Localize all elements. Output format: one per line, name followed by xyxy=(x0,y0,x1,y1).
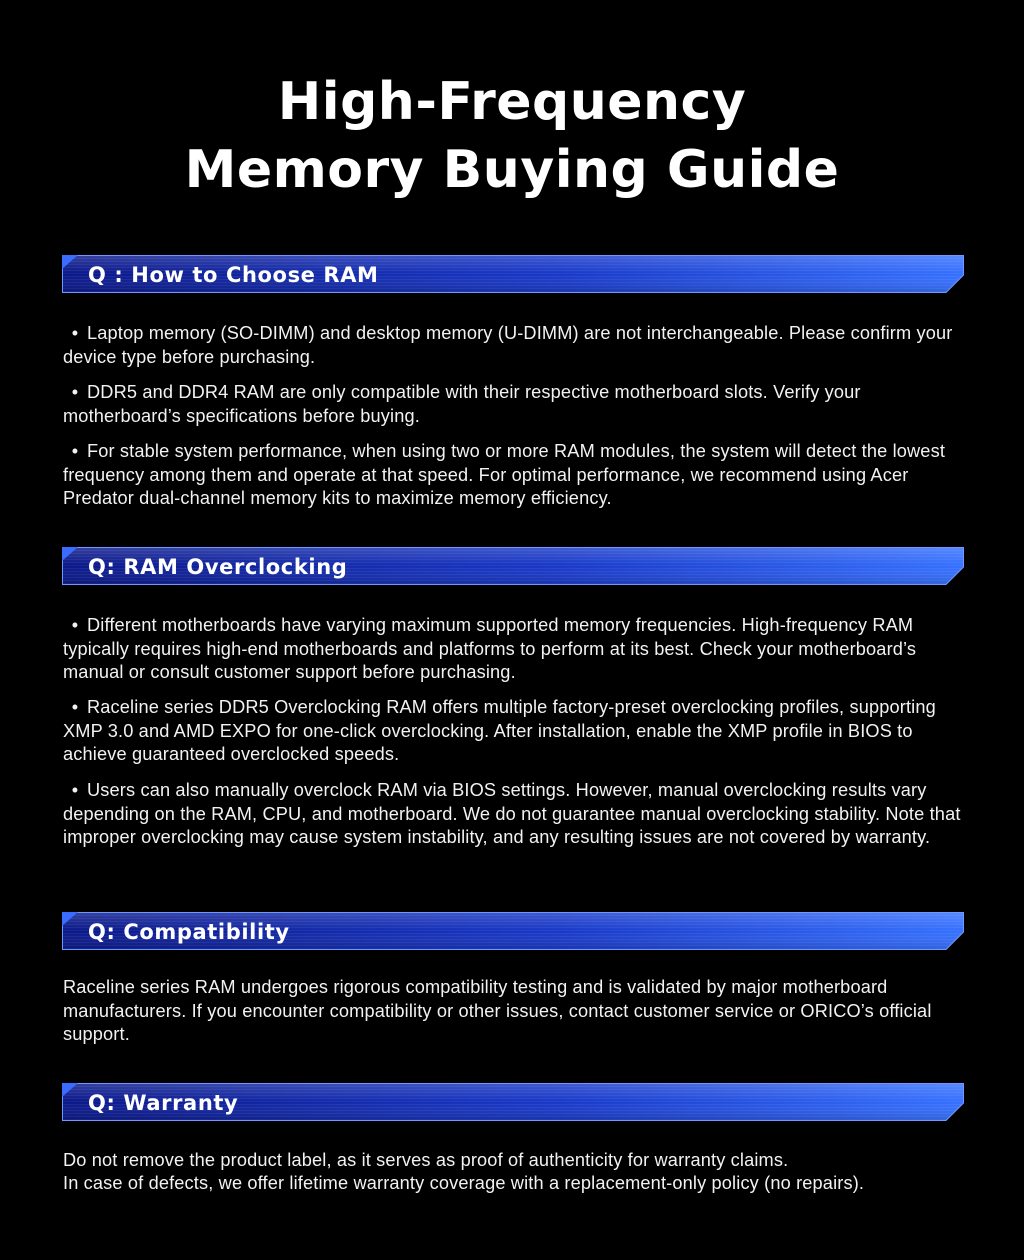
section-heading: Q: Compatibility xyxy=(88,920,290,944)
list-item: • Laptop memory (SO-DIMM) and desktop memory (U-DIMM) are not interchangeable. Please confirm your device type before purchasing. xyxy=(63,323,953,367)
paragraph-line: Do not remove the product label, as it serves as proof of authenticity for warranty claims. xyxy=(63,1150,789,1170)
list-item: • For stable system performance, when using two or more RAM modules, the system will detect the lowest frequency among them and operate at that speed. For optimal performance, we recommend using Acer Predator dual-channel memory kits to maximize memory efficiency. xyxy=(63,441,946,508)
title-line-2: Memory Buying Guide xyxy=(184,140,840,200)
section-header-ram-overclocking xyxy=(62,547,964,585)
bullet-icon: • xyxy=(71,441,79,461)
list-item: • Raceline series DDR5 Overclocking RAM offers multiple factory-preset overclocking profiles, supporting XMP 3.0 and AMD EXPO for one-click overclocking. After installation, enable the XMP profile in BIOS to achieve guaranteed overclocked speeds. xyxy=(63,697,936,764)
section-heading: Q: RAM Overclocking xyxy=(88,555,348,579)
bullet-icon: • xyxy=(71,382,79,402)
bullet-icon: • xyxy=(71,697,79,717)
section-heading: Q: Warranty xyxy=(88,1091,239,1115)
bullet-icon: • xyxy=(71,323,79,343)
section-header-compatibility xyxy=(62,912,964,950)
paragraph-line: In case of defects, we offer lifetime warranty coverage with a replacement-only policy (no repairs). xyxy=(63,1173,865,1193)
section-heading: Q : How to Choose RAM xyxy=(88,263,379,287)
section-header-warranty xyxy=(62,1083,964,1121)
list-item: • DDR5 and DDR4 RAM are only compatible with their respective motherboard slots. Verify your motherboard’s specifications before buying. xyxy=(63,382,861,426)
title-line-1: High-Frequency xyxy=(277,72,747,132)
paragraph: Raceline series RAM undergoes rigorous compatibility testing and is validated by major motherboard manufacturers. If you encounter compatibility or other issues, contact customer service or ORICO’s official support. xyxy=(63,977,932,1044)
page-title xyxy=(0,68,1024,204)
list-item: • Users can also manually overclock RAM via BIOS settings. However, manual overclocking results vary depending on the RAM, CPU, and motherboard. We do not guarantee manual overclocking stability. Note that improper overclocking may cause system instability, and any resulting issues are not covered by warranty. xyxy=(63,780,961,847)
list-item: • Different motherboards have varying maximum supported memory frequencies. High-frequency RAM typically requires high-end motherboards and platforms to perform at its best. Check your motherboard’s manual or consult customer support before purchasing. xyxy=(63,615,917,682)
section-header-how-to-choose-ram xyxy=(62,255,964,293)
bullet-icon: • xyxy=(71,615,79,635)
bullet-icon: • xyxy=(71,780,79,800)
